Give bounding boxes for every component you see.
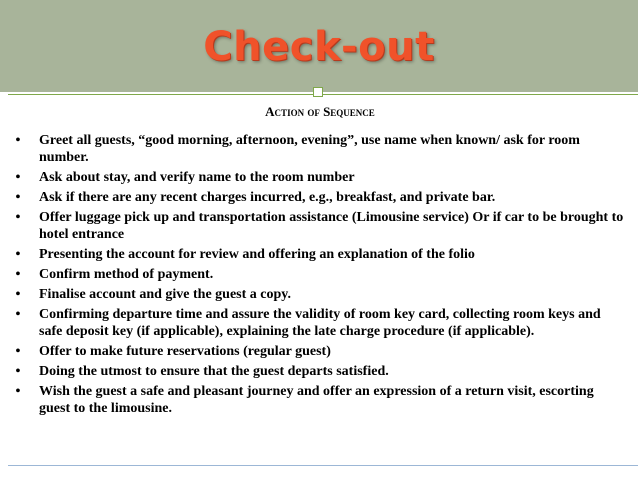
- list-item-text: Doing the utmost to ensure that the guest departs satisfied.: [39, 364, 389, 379]
- list-item-text: Presenting the account for review and offering an explanation of the folio: [39, 247, 475, 262]
- bullet-icon: •: [15, 133, 21, 148]
- slide-subtitle: Action of Sequence: [265, 104, 375, 119]
- list-item: [12, 169, 626, 186]
- list-item: [12, 383, 626, 417]
- list-item-text: Confirming departure time and assure the validity of room key card, collecting room keys and safe deposit key (if applicable), explaining the late charge procedure (if applicable).: [39, 307, 601, 339]
- divider-square-marker: [313, 87, 323, 97]
- bullet-list: [12, 132, 626, 420]
- bullet-icon: •: [15, 170, 21, 185]
- bullet-icon: •: [15, 247, 21, 262]
- bullet-icon: •: [15, 287, 21, 302]
- list-item: [12, 189, 626, 206]
- bottom-divider: [8, 465, 638, 466]
- list-item-text: Offer luggage pick up and transportation assistance (Limousine service) Or if car to be brought to hotel entrance: [39, 210, 624, 242]
- list-item-text: Ask about stay, and verify name to the room number: [39, 170, 355, 185]
- list-item: [12, 286, 626, 303]
- bullet-icon: •: [15, 190, 21, 205]
- list-item: [12, 209, 626, 243]
- list-item-text: Offer to make future reservations (regular guest): [39, 344, 331, 359]
- list-item-text: Ask if there are any recent charges incurred, e.g., breakfast, and private bar.: [39, 190, 496, 205]
- accent-divider: [8, 94, 638, 95]
- bullet-icon: •: [15, 344, 21, 359]
- bullet-icon: •: [15, 307, 21, 322]
- bullet-icon: •: [15, 364, 21, 379]
- list-item-text: Confirm method of payment.: [39, 267, 214, 282]
- list-item: [12, 343, 626, 360]
- list-item: [12, 306, 626, 340]
- list-item-text: Wish the guest a safe and pleasant journey and offer an expression of a return visit, escorting guest to the limousine.: [39, 384, 594, 416]
- bullet-icon: •: [15, 210, 21, 225]
- slide-title: Check-out: [203, 24, 435, 70]
- title-band: [0, 0, 638, 92]
- list-item: [12, 363, 626, 380]
- list-item: [12, 132, 626, 166]
- list-item-text: Finalise account and give the guest a copy.: [39, 287, 292, 302]
- bullet-icon: •: [15, 267, 21, 282]
- list-item: [12, 246, 626, 263]
- list-item-text: Greet all guests, “good morning, afternoon, evening”, use name when known/ ask for room number.: [39, 133, 580, 165]
- list-item: [12, 266, 626, 283]
- bullet-icon: •: [15, 384, 21, 399]
